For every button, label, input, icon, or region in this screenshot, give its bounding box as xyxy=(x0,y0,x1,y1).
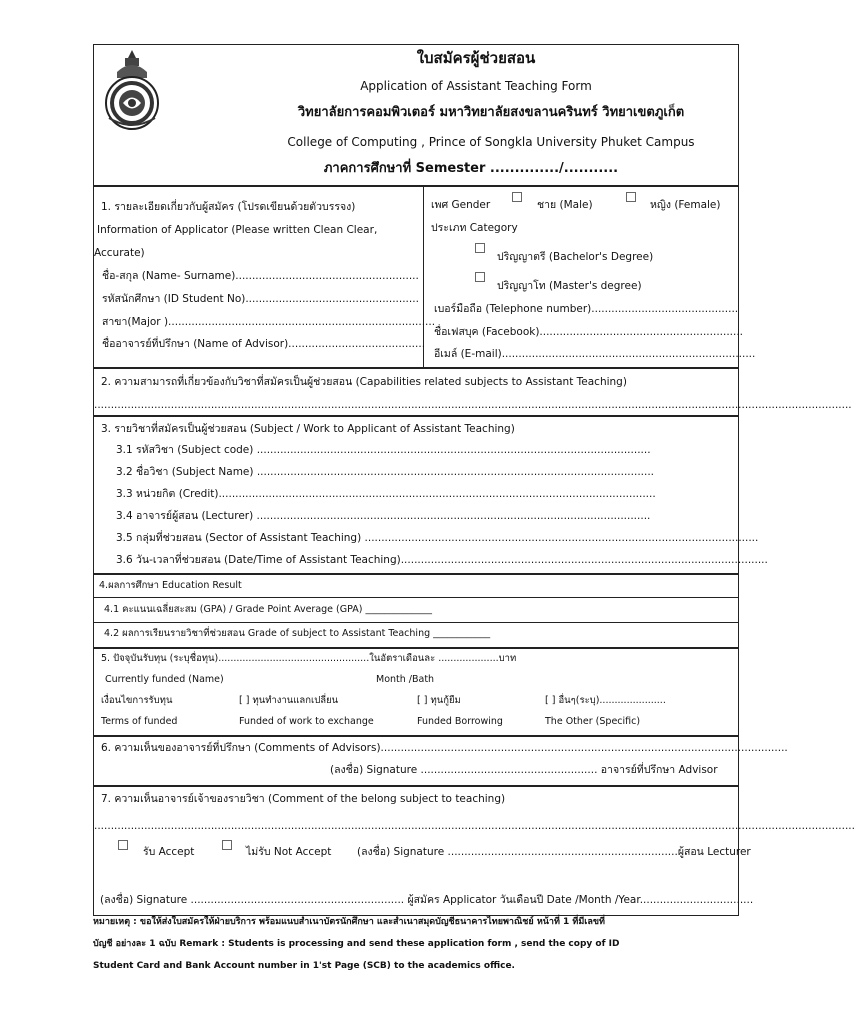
sector-field[interactable]: 3.5 กลุ่มที่ช่วยสอน (Sector of Assistant Teaching) ...................................................................................................................... xyxy=(116,532,759,544)
master-checkbox[interactable] xyxy=(475,272,485,282)
subject-code-field[interactable]: 3.1 รหัสวิชา (Subject code) ...................................................................................................................... xyxy=(116,444,651,456)
funding-option-borrow[interactable]: [ ] ทุนกู้ยืม xyxy=(417,695,461,706)
male-label: ชาย (Male) xyxy=(537,199,593,211)
email-field[interactable]: อีเมล์ (E-mail)............................................................................ xyxy=(434,348,756,360)
funding-month-en: Month /Bath xyxy=(376,674,435,685)
applicant-signature-field[interactable]: (ลงชื่อ) Signature ................................................................ ผู้สมัคร Applicator วันเดือนปี Date /Month /Year.................................. xyxy=(100,894,754,906)
funding-terms-en: Terms of funded xyxy=(101,716,178,727)
not-accept-checkbox[interactable] xyxy=(222,840,232,850)
title-th: ใบสมัครผู้ช่วยสอน xyxy=(416,49,536,67)
section4-heading: 4.ผลการศึกษา Education Result xyxy=(99,580,242,591)
student-id-field[interactable]: รหัสนักศึกษา (ID Student No).................................................... xyxy=(102,293,419,305)
section7-heading: 7. ความเห็นอาจารย์เจ้าของรายวิชา (Comment of the belong subject to teaching) xyxy=(101,793,506,805)
funding-option-work[interactable]: [ ] ทุนทำงานแลกเปลี่ยน xyxy=(239,695,339,706)
datetime-field[interactable]: 3.6 วัน-เวลาที่ช่วยสอน (Date/Time of Assistant Teaching).............................................................................................................. xyxy=(116,554,768,566)
remark-line3: Student Card and Bank Account number in 1'st Page (SCB) to the academics office. xyxy=(93,961,515,971)
funding-option-other-en: The Other (Specific) xyxy=(545,716,641,727)
section2-heading: 2. ความสามารถที่เกี่ยวข้องกับวิชาที่สมัครเป็นผู้ช่วยสอน (Capabilities related subjects to Assistant Teaching) xyxy=(101,376,627,388)
gender-label: เพศ Gender xyxy=(431,199,491,211)
section1-heading-en: Information of Applicator (Please written Clean Clear, xyxy=(97,224,378,236)
section2-line[interactable]: ................................................................................................................................................................................................................................... xyxy=(94,399,852,411)
advisor-comment-field[interactable]: 6. ความเห็นของอาจารย์ที่ปรึกษา (Comments of Advisors).......................................................................................................................... xyxy=(101,742,788,754)
accept-checkbox[interactable] xyxy=(118,840,128,850)
lecturer-field[interactable]: 3.4 อาจารย์ผู้สอน (Lecturer) ...................................................................................................................... xyxy=(116,510,651,522)
lecturer-comment-field[interactable]: .................................................................................................................................................................................................................................... xyxy=(94,820,855,832)
female-checkbox[interactable] xyxy=(626,192,636,202)
section3-heading: 3. รายวิชาที่สมัครเป็นผู้ช่วยสอน (Subject / Work to Applicant of Assistant Teaching) xyxy=(101,423,515,435)
credit-field[interactable]: 3.3 หน่วยกิต (Credit)................................................................................................................................... xyxy=(116,488,656,500)
facebook-field[interactable]: ชื่อเฟสบุค (Facebook)............................................................. xyxy=(434,326,744,338)
advisor-signature-field[interactable]: (ลงชื่อ) Signature ..................................................... อาจารย์ที่ปรึกษา Advisor xyxy=(330,764,718,776)
funding-condition-label: เงื่อนไขการรับทุน xyxy=(101,695,173,706)
grade-field[interactable]: 4.2 ผลการเรียนรายวิชาที่ช่วยสอน Grade of subject to Assistant Teaching ____________ xyxy=(104,628,491,639)
accept-label: รับ Accept xyxy=(143,846,195,858)
major-field[interactable]: สาขา(Major )................................................................................ xyxy=(102,316,436,328)
semester-line: ภาคการศึกษาที่ Semester ............../........... xyxy=(323,161,619,176)
college-en: College of Computing , Prince of Songkla University Phuket Campus xyxy=(287,135,695,149)
bachelor-checkbox[interactable] xyxy=(475,243,485,253)
remark-line2: บัญชี อย่างละ 1 ฉบับ Remark : Students is processing and send these application form , send the copy of ID xyxy=(93,939,620,949)
section1-heading-en2: Accurate) xyxy=(94,247,145,259)
funding-option-work-en: Funded of work to exchange xyxy=(239,716,374,727)
not-accept-label: ไม่รับ Not Accept xyxy=(246,846,332,858)
funding-option-other[interactable]: [ ] อื่นๆ(ระบุ)...................... xyxy=(545,695,666,706)
bachelor-label: ปริญญาตรี (Bachelor's Degree) xyxy=(497,251,654,263)
section4-rule1 xyxy=(93,597,739,598)
remark-line1: หมายเหตุ : ขอให้ส่งใบสมัครให้ฝ่ายบริการ พร้อมแนบสำเนาบัตรนักศึกษา และสำเนาสมุดบัญชีธนาคารไทยพาณิชย์ หน้าที่ 1 ที่มีเลขที่ xyxy=(93,917,605,927)
section4-rule2 xyxy=(93,622,739,623)
gpa-field[interactable]: 4.1 คะแนนเฉลี่ยสะสม (GPA) / Grade Point Average (GPA) ______________ xyxy=(104,604,432,615)
phone-field[interactable]: เบอร์มือถือ (Telephone number)............................................ xyxy=(434,303,739,315)
funding-name-field[interactable]: 5. ปัจจุบันรับทุน (ระบุชื่อทุน)..................................................ในอัตราเดือนละ ....................บาท xyxy=(101,653,517,664)
female-label: หญิง (Female) xyxy=(650,199,721,211)
title-en: Application of Assistant Teaching Form xyxy=(360,79,592,93)
male-checkbox[interactable] xyxy=(512,192,522,202)
section1-heading: 1. รายละเอียดเกี่ยวกับผู้สมัคร (โปรดเขียนด้วยตัวบรรจง) xyxy=(101,201,356,213)
name-field[interactable]: ชื่อ-สกุล (Name- Surname)....................................................... xyxy=(102,270,419,282)
funding-option-borrow-en: Funded Borrowing xyxy=(417,716,503,727)
master-label: ปริญญาโท (Master's degree) xyxy=(497,280,642,292)
college-th: วิทยาลัยการคอมพิวเตอร์ มหาวิทยาลัยสงขลานครินทร์ วิทยาเขตภูเก็ต xyxy=(297,105,685,120)
lecturer-signature-field[interactable]: (ลงชื่อ) Signature .....................................................................ผู้สอน Lecturer xyxy=(357,846,751,858)
category-label: ประเภท Category xyxy=(431,222,518,234)
funding-name-en: Currently funded (Name) xyxy=(105,674,224,685)
subject-name-field[interactable]: 3.2 ชื่อวิชา (Subject Name) ....................................................................................................................... xyxy=(116,466,655,478)
advisor-field[interactable]: ชื่ออาจารย์ที่ปรึกษา (Name of Advisor)......................................... xyxy=(102,338,426,350)
